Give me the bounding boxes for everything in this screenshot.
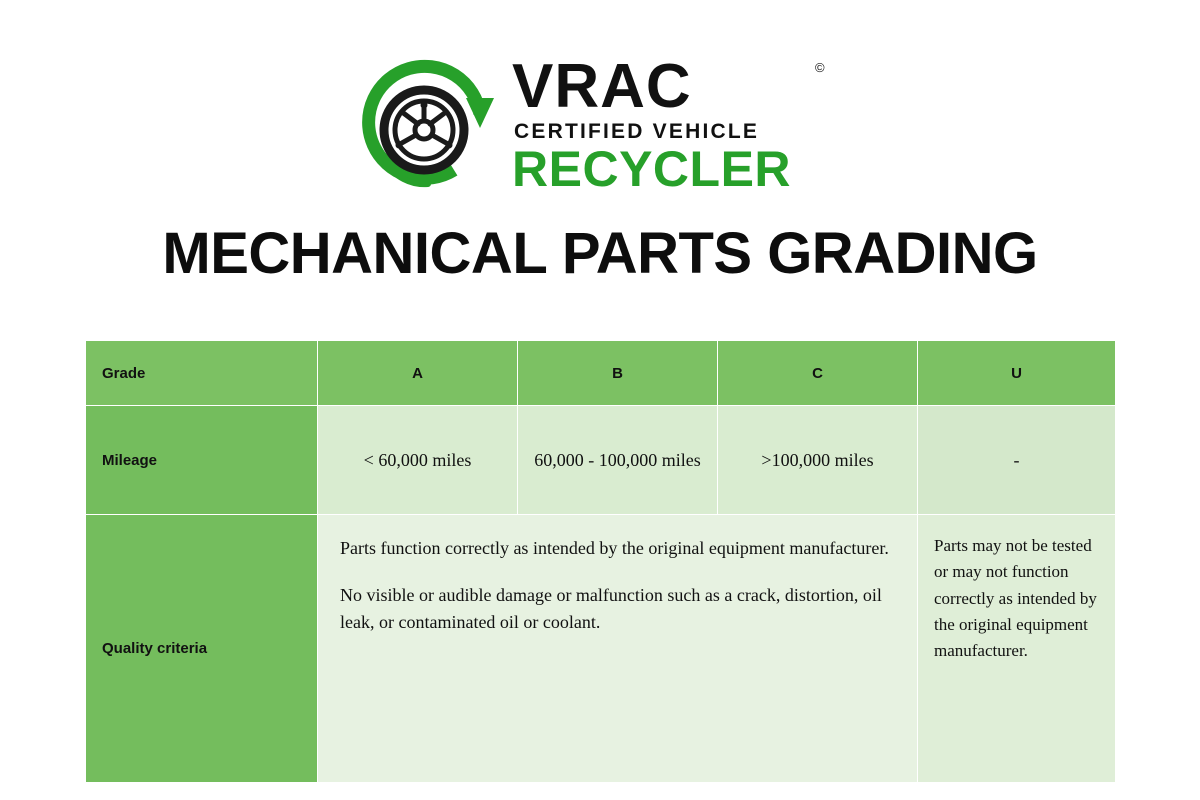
logo-wordmark	[512, 52, 842, 202]
wheel-recycle-logo-icon	[358, 52, 498, 202]
mechanical-parts-grading-table	[85, 340, 1116, 783]
table-header-row	[86, 341, 1116, 406]
row-label-mileage: Mileage	[86, 406, 318, 515]
quality-criteria-abc	[318, 515, 918, 783]
brand-logo	[0, 52, 1200, 202]
quality-criteria-u: Parts may not be tested or may not function correctly as intended by the original equipment manufacturer.	[918, 515, 1116, 783]
row-label-quality-criteria: Quality criteria	[86, 515, 318, 783]
logo-brand-text: VRAC	[512, 52, 692, 121]
logo-tagline-line2: RECYCLER	[512, 141, 792, 197]
copyright-icon: ©	[815, 60, 825, 75]
mileage-grade-u: -	[918, 406, 1116, 515]
page-title: MECHANICAL PARTS GRADING	[162, 221, 1038, 286]
quality-paragraph-1: Parts function correctly as intended by the original equipment manufacturer.	[340, 538, 889, 558]
header-grade-b: B	[518, 341, 718, 406]
logo-tagline-line1: CERTIFIED VEHICLE	[514, 120, 760, 143]
header-grade-u: U	[918, 341, 1116, 406]
header-grade-label: Grade	[86, 341, 318, 406]
table-row-mileage	[86, 406, 1116, 515]
table-row-quality-criteria	[86, 515, 1116, 783]
mileage-grade-c: >100,000 miles	[718, 406, 918, 515]
mileage-grade-a: < 60,000 miles	[318, 406, 518, 515]
mileage-grade-b: 60,000 - 100,000 miles	[518, 406, 718, 515]
quality-paragraph-2: No visible or audible damage or malfunction such as a crack, distortion, oil leak, or contaminated oil or coolant.	[340, 585, 882, 632]
header-grade-a: A	[318, 341, 518, 406]
header-grade-c: C	[718, 341, 918, 406]
logo-inner	[358, 52, 842, 202]
